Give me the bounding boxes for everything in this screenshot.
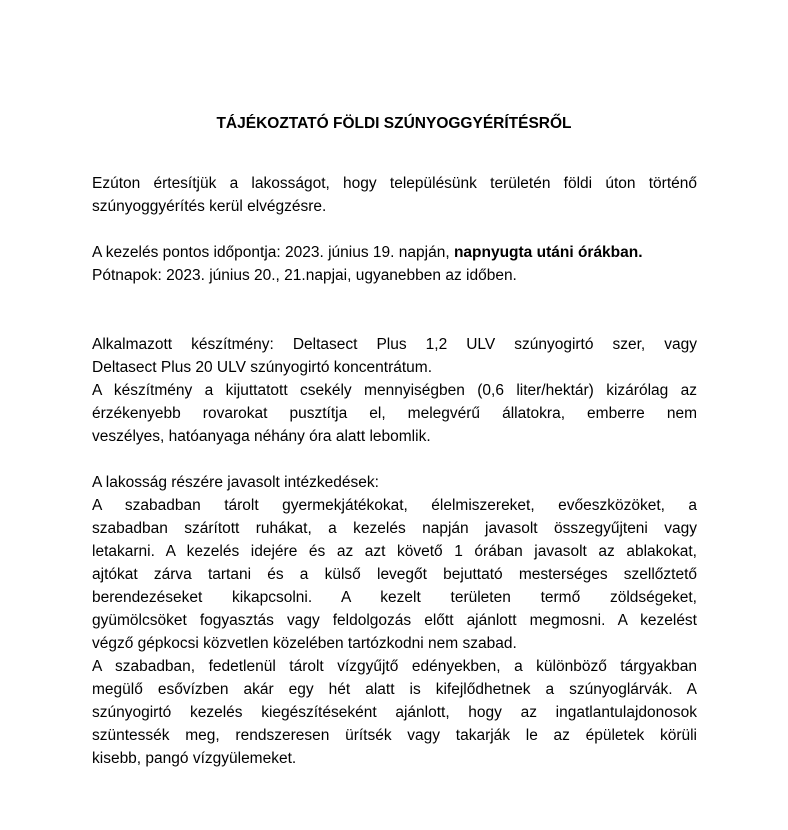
product-line-2: Deltasect Plus 20 ULV szúnyogirtó koncentrátum. [92,359,433,376]
measures-p1-line: végző gépkocsi közvetlen közelében tartózkodni nem szabad. [92,635,517,652]
schedule-extra-days: Pótnapok: 2023. június 20., 21.napjai, ugyanebben az időben. [92,267,517,284]
measures-p1-line: berendezéseket kikapcsolni. A kezelt területen termő zöldségeket, [92,589,697,606]
document-title: TÁJÉKOZTATÓ FÖLDI SZÚNYOGGYÉRÍTÉSRŐL [216,115,572,132]
product-line-3: A készítmény a kijuttatott csekély mennyiségben (0,6 liter/hektár) kizárólag az [92,382,697,399]
measures-p2-line: A szabadban, fedetlenül tárolt vízgyűjtő edényekben, a különböző tárgyakban [92,658,697,675]
schedule-date-line [92,241,697,264]
measures-p2-line: szúnyogirtó kezelés kiegészítéseként ajánlott, hogy az ingatlantulajdonosok [92,704,697,721]
measures-p1-line: szabadban szárított ruhákat, a kezelés napján javasolt összegyűjteni vagy [92,520,697,537]
intro-paragraph [92,172,697,218]
intro-line-1: Ezúton értesítjük a lakosságot, hogy településünk területén földi úton történő [92,175,697,192]
measures-p1-line: A szabadban tárolt gyermekjátékokat, élelmiszereket, evőeszközöket, a [92,497,697,514]
measures-p1-line: ajtókat zárva tartani és a külső levegőt bejuttató mesterséges szellőztető [92,566,697,583]
product-paragraph [92,333,697,448]
product-line-1: Alkalmazott készítmény: Deltasect Plus 1,2 ULV szúnyogirtó szer, vagy [92,336,697,353]
schedule-date-emphasis: napnyugta utáni órákban. [453,244,643,261]
measures-heading: A lakosság részére javasolt intézkedések: [92,474,379,491]
measures-p2-line: kisebb, pangó vízgyülemeket. [92,750,297,767]
measures-p2-line: szüntessék meg, rendszeresen ürítsék vagy takarják le az épületek körüli [92,727,697,744]
intro-line-2: szúnyoggyérítés kerül elvégzésre. [92,198,327,215]
measures-p1-line: letakarni. A kezelés idejére és az azt követő 1 órában javasolt az ablakokat, [92,543,697,560]
measures-p1-line: gyümölcsöket fogyasztás vagy feldolgozás előtt ajánlott megmosni. A kezelést [92,612,697,629]
schedule-paragraph [92,241,697,287]
product-line-5: veszélyes, hatóanyaga néhány óra alatt lebomlik. [92,428,431,445]
product-line-4: érzékenyebb rovarokat pusztítja el, melegvérű állatokra, emberre nem [92,405,697,422]
measures-section [92,471,697,770]
schedule-date-prefix: A kezelés pontos időpontja: 2023. június 19. napján, [92,244,454,261]
measures-p2-line: megülő esővízben akár egy hét alatt is kifejlődhetnek a szúnyoglárvák. A [92,681,697,698]
